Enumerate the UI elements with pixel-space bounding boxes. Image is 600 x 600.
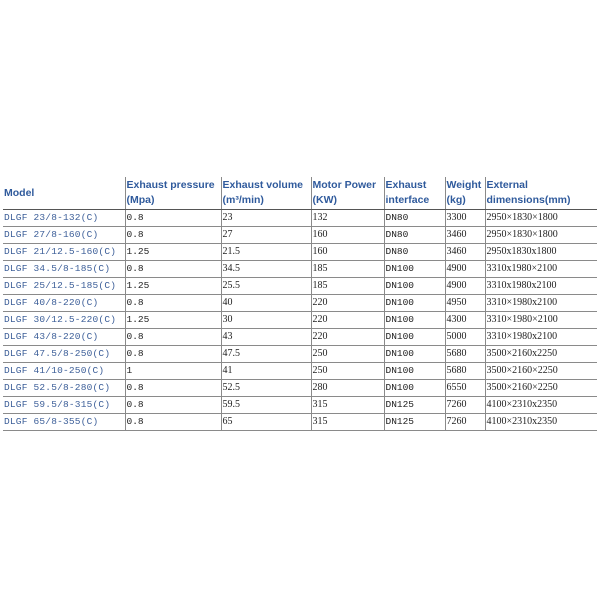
cell-exhaust-interface: DN100 <box>384 278 445 295</box>
cell-motor-power: 250 <box>311 346 384 363</box>
column-header-line: Exhaust <box>385 179 427 191</box>
cell-exhaust-volume: 34.5 <box>221 261 311 278</box>
column-header-line: External <box>486 179 528 191</box>
column-header-motor-power <box>311 177 384 210</box>
cell-exhaust-interface: DN125 <box>384 397 445 414</box>
cell-exhaust-volume: 23 <box>221 210 311 227</box>
cell-exhaust-pressure: 1 <box>125 363 221 380</box>
cell-exhaust-pressure: 0.8 <box>125 397 221 414</box>
cell-exhaust-volume: 43 <box>221 329 311 346</box>
cell-weight: 7260 <box>445 414 485 431</box>
cell-motor-power: 220 <box>311 295 384 312</box>
spec-table <box>3 177 597 431</box>
column-header-exhaust-volume <box>221 177 311 210</box>
cell-model: DLGF 21/12.5-160(C) <box>3 244 125 261</box>
table-row <box>3 227 597 244</box>
cell-exhaust-pressure: 0.8 <box>125 329 221 346</box>
cell-exhaust-pressure: 0.8 <box>125 227 221 244</box>
table-row <box>3 414 597 431</box>
cell-motor-power: 160 <box>311 227 384 244</box>
cell-exhaust-pressure: 1.25 <box>125 244 221 261</box>
column-header-exhaust-pressure <box>125 177 221 210</box>
cell-model: DLGF 27/8-160(C) <box>3 227 125 244</box>
cell-model: DLGF 25/12.5-185(C) <box>3 278 125 295</box>
table-row <box>3 397 597 414</box>
cell-model: DLGF 23/8-132(C) <box>3 210 125 227</box>
cell-exhaust-pressure: 0.8 <box>125 295 221 312</box>
cell-motor-power: 315 <box>311 414 384 431</box>
column-header-external-dimensions <box>485 177 597 210</box>
cell-exhaust-volume: 40 <box>221 295 311 312</box>
cell-exhaust-interface: DN100 <box>384 261 445 278</box>
column-header-line: (Mpa) <box>126 194 155 206</box>
cell-motor-power: 160 <box>311 244 384 261</box>
table-row <box>3 210 597 227</box>
cell-model: DLGF 59.5/8-315(C) <box>3 397 125 414</box>
table-row <box>3 261 597 278</box>
cell-weight: 4900 <box>445 261 485 278</box>
cell-weight: 3460 <box>445 244 485 261</box>
cell-external-dimensions: 2950×1830×1800 <box>485 227 597 244</box>
cell-exhaust-interface: DN80 <box>384 227 445 244</box>
cell-exhaust-volume: 52.5 <box>221 380 311 397</box>
cell-exhaust-interface: DN100 <box>384 295 445 312</box>
column-header-line: Weight <box>446 179 482 191</box>
cell-external-dimensions: 2950×1830×1800 <box>485 210 597 227</box>
cell-exhaust-interface: DN100 <box>384 380 445 397</box>
cell-weight: 5000 <box>445 329 485 346</box>
cell-exhaust-pressure: 1.25 <box>125 278 221 295</box>
cell-exhaust-interface: DN100 <box>384 363 445 380</box>
cell-weight: 4950 <box>445 295 485 312</box>
cell-exhaust-volume: 30 <box>221 312 311 329</box>
table-row <box>3 312 597 329</box>
column-header-line: Motor Power <box>312 179 377 191</box>
cell-external-dimensions: 3310×1980x2100 <box>485 295 597 312</box>
cell-model: DLGF 47.5/8-250(C) <box>3 346 125 363</box>
cell-exhaust-pressure: 0.8 <box>125 346 221 363</box>
cell-exhaust-volume: 59.5 <box>221 397 311 414</box>
cell-motor-power: 185 <box>311 261 384 278</box>
cell-weight: 5680 <box>445 346 485 363</box>
cell-model: DLGF 65/8-355(C) <box>3 414 125 431</box>
table-header <box>3 177 597 210</box>
cell-exhaust-volume: 41 <box>221 363 311 380</box>
cell-exhaust-interface: DN100 <box>384 312 445 329</box>
cell-external-dimensions: 3310×1980x2100 <box>485 329 597 346</box>
cell-weight: 4900 <box>445 278 485 295</box>
cell-model: DLGF 52.5/8-280(C) <box>3 380 125 397</box>
table-body <box>3 210 597 431</box>
cell-weight: 3300 <box>445 210 485 227</box>
column-header-line: (KW) <box>312 194 337 206</box>
column-header-line: interface <box>385 194 430 206</box>
column-header-line: (kg) <box>446 194 466 206</box>
column-header-line: Exhaust pressure <box>126 179 215 191</box>
cell-motor-power: 220 <box>311 329 384 346</box>
cell-model: DLGF 30/12.5-220(C) <box>3 312 125 329</box>
cell-exhaust-interface: DN80 <box>384 244 445 261</box>
table-row <box>3 380 597 397</box>
cell-external-dimensions: 4100×2310x2350 <box>485 397 597 414</box>
cell-exhaust-volume: 21.5 <box>221 244 311 261</box>
column-header-line: (m³/min) <box>222 194 264 206</box>
column-header-line: Exhaust volume <box>222 179 304 191</box>
cell-motor-power: 315 <box>311 397 384 414</box>
cell-model: DLGF 41/10-250(C) <box>3 363 125 380</box>
cell-exhaust-volume: 47.5 <box>221 346 311 363</box>
table-row <box>3 329 597 346</box>
cell-external-dimensions: 3310x1980×2100 <box>485 261 597 278</box>
cell-motor-power: 280 <box>311 380 384 397</box>
cell-external-dimensions: 3500×2160x2250 <box>485 346 597 363</box>
cell-exhaust-interface: DN100 <box>384 329 445 346</box>
cell-motor-power: 250 <box>311 363 384 380</box>
table-row <box>3 363 597 380</box>
cell-model: DLGF 34.5/8-185(C) <box>3 261 125 278</box>
cell-exhaust-interface: DN80 <box>384 210 445 227</box>
cell-external-dimensions: 4100×2310x2350 <box>485 414 597 431</box>
cell-weight: 6550 <box>445 380 485 397</box>
cell-exhaust-interface: DN125 <box>384 414 445 431</box>
cell-exhaust-pressure: 0.8 <box>125 414 221 431</box>
cell-external-dimensions: 2950x1830x1800 <box>485 244 597 261</box>
cell-external-dimensions: 3310x1980x2100 <box>485 278 597 295</box>
cell-weight: 3460 <box>445 227 485 244</box>
cell-weight: 5680 <box>445 363 485 380</box>
cell-exhaust-volume: 65 <box>221 414 311 431</box>
column-header-model <box>3 177 125 210</box>
column-header-weight <box>445 177 485 210</box>
cell-external-dimensions: 3500×2160×2250 <box>485 380 597 397</box>
cell-external-dimensions: 3310×1980×2100 <box>485 312 597 329</box>
column-header-line: dimensions(mm) <box>486 194 571 206</box>
cell-motor-power: 132 <box>311 210 384 227</box>
cell-exhaust-pressure: 0.8 <box>125 261 221 278</box>
table-row <box>3 295 597 312</box>
cell-exhaust-pressure: 0.8 <box>125 210 221 227</box>
cell-weight: 7260 <box>445 397 485 414</box>
cell-external-dimensions: 3500×2160×2250 <box>485 363 597 380</box>
cell-exhaust-volume: 27 <box>221 227 311 244</box>
cell-model: DLGF 40/8-220(C) <box>3 295 125 312</box>
column-header-exhaust-interface <box>384 177 445 210</box>
cell-exhaust-pressure: 1.25 <box>125 312 221 329</box>
table-row <box>3 244 597 261</box>
column-header-line: Model <box>4 186 35 199</box>
header-row <box>3 177 597 210</box>
cell-weight: 4300 <box>445 312 485 329</box>
cell-motor-power: 220 <box>311 312 384 329</box>
cell-exhaust-volume: 25.5 <box>221 278 311 295</box>
cell-exhaust-interface: DN100 <box>384 346 445 363</box>
cell-motor-power: 185 <box>311 278 384 295</box>
cell-exhaust-pressure: 0.8 <box>125 380 221 397</box>
table-row <box>3 346 597 363</box>
cell-model: DLGF 43/8-220(C) <box>3 329 125 346</box>
table-row <box>3 278 597 295</box>
